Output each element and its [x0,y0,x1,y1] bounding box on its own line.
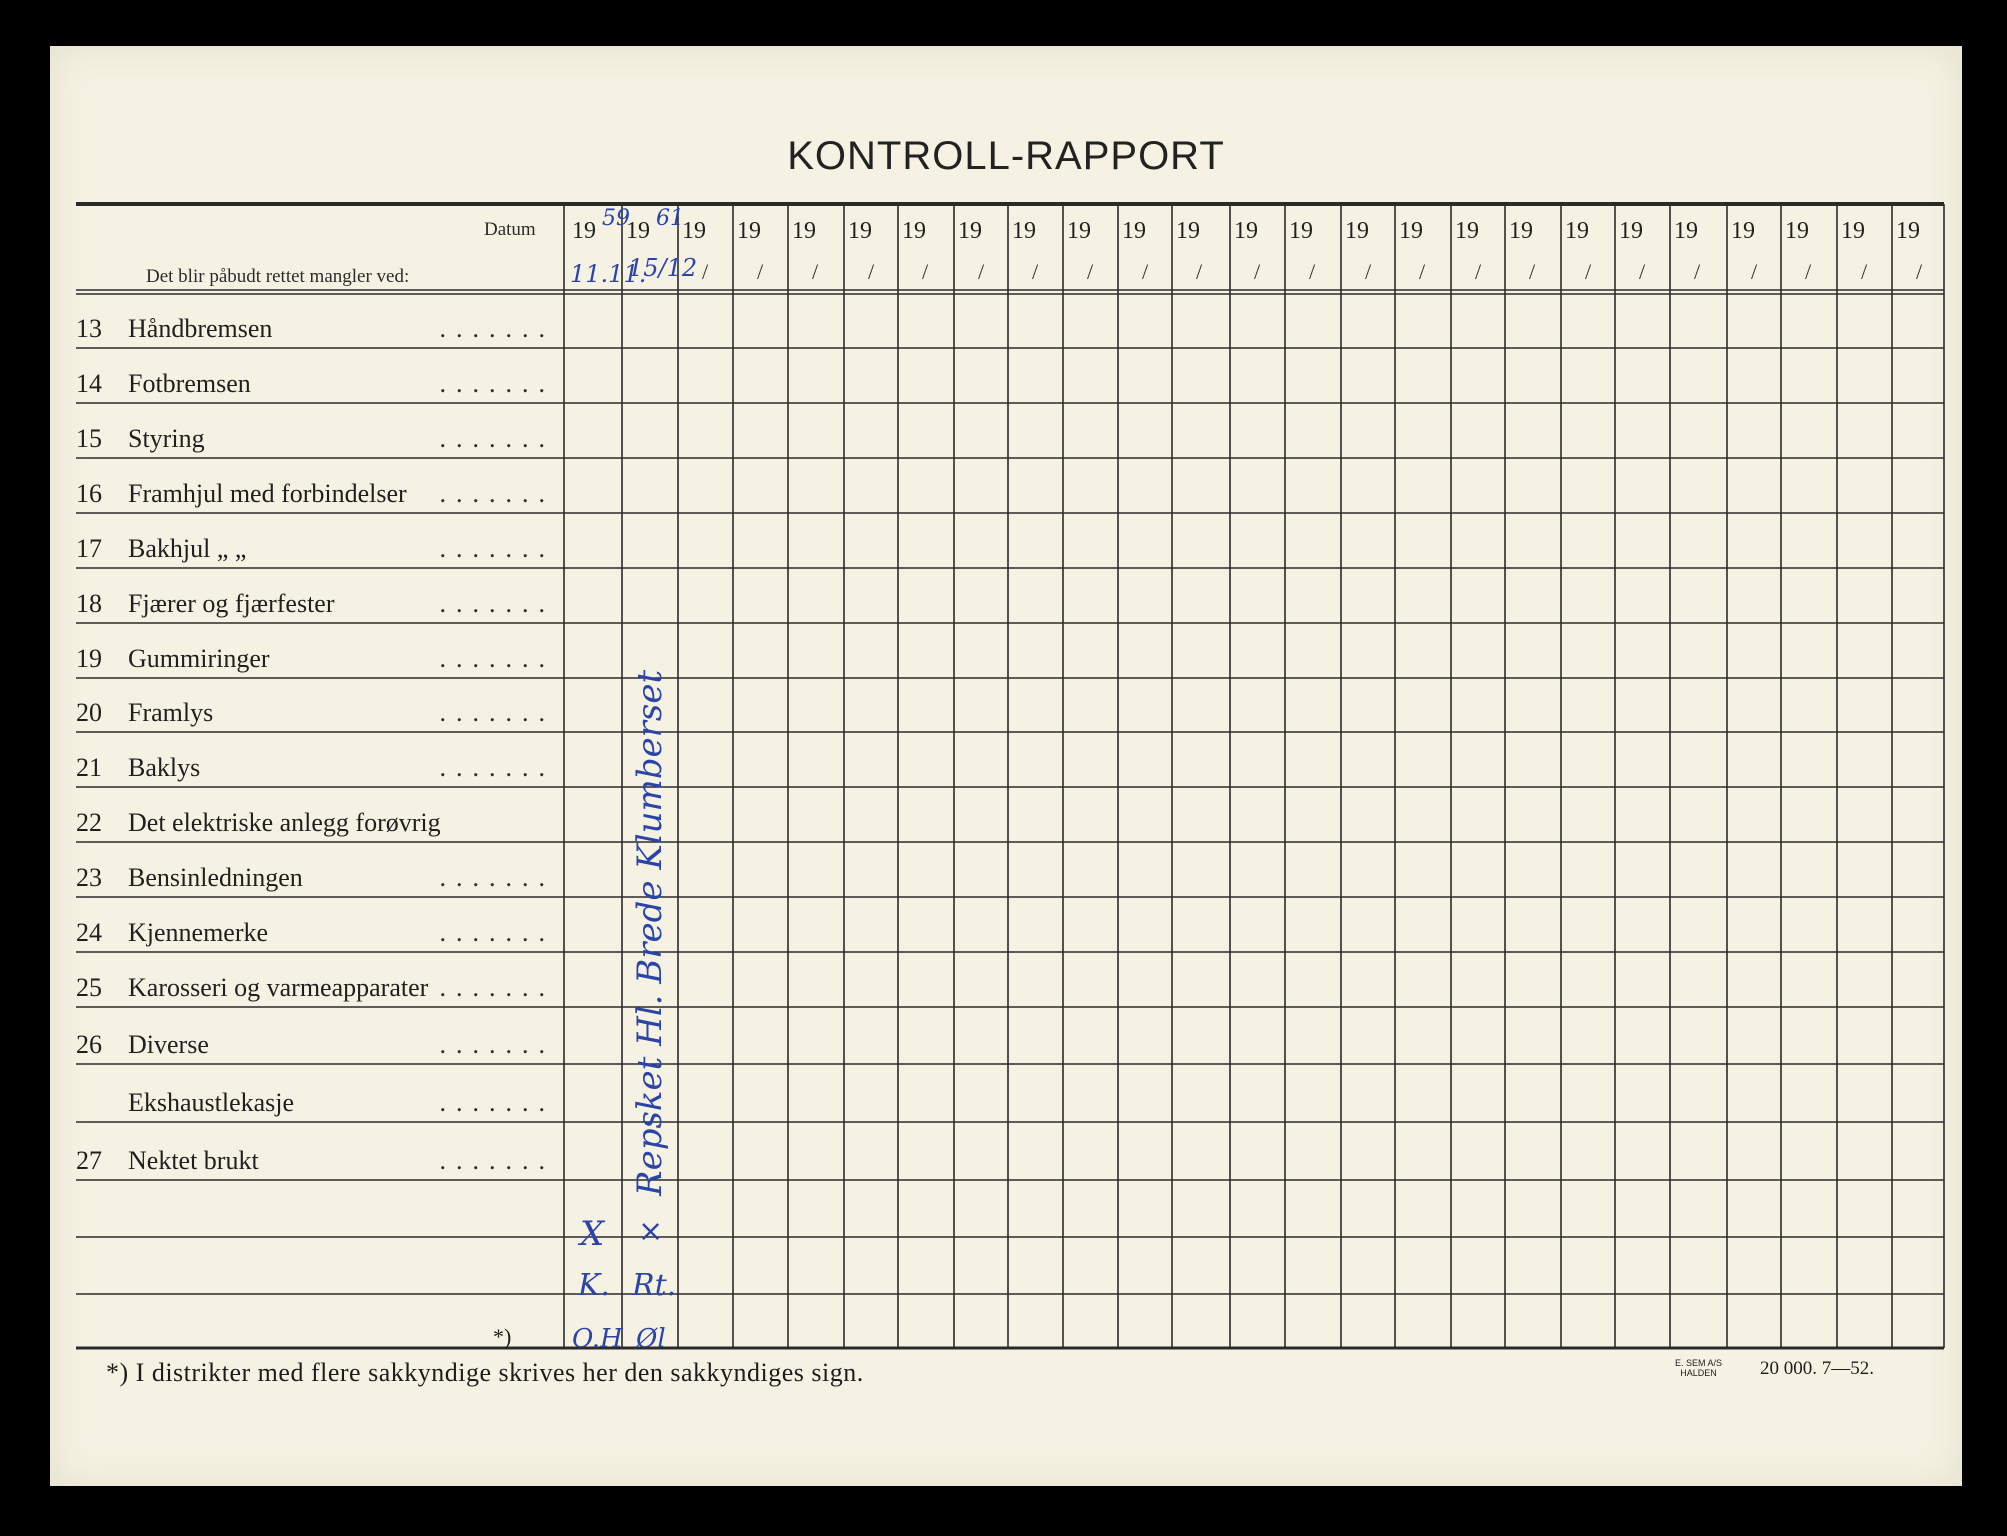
report-grid [50,46,1962,1486]
row-label: Ekshaustlekasje [128,1088,295,1117]
date-slash: / [1585,259,1592,284]
date-slash: / [1916,259,1923,284]
year-prefix: 19 [1731,218,1755,244]
row-label: Gummiringer [128,644,270,673]
row-label: Fotbremsen [128,369,251,398]
date-slash: / [1751,259,1758,284]
leader-dots: ....... [439,644,555,673]
leader-dots: ....... [439,1030,555,1059]
date-slash: / [1254,259,1261,284]
date-slash: / [1475,259,1482,284]
row-number: 16 [76,479,102,508]
print-run: 20 000. 7—52. [1760,1358,1874,1379]
leader-dots: ....... [439,369,555,398]
row-label: Kjennemerke [128,918,269,947]
year-prefix: 19 [737,218,761,244]
row-label: Nektet brukt [128,1146,259,1175]
leader-dots: ....... [439,479,555,508]
row-number: 13 [76,314,102,343]
year-prefix: 19 [1067,218,1091,244]
year-prefix: 19 [848,218,872,244]
date-slash: / [1529,259,1536,284]
leader-dots: ....... [439,698,555,727]
date-slash: / [1805,259,1812,284]
row-number: 27 [76,1146,102,1175]
row-number: 15 [76,424,102,453]
year-prefix: 19 [1565,218,1589,244]
year-prefix: 19 [958,218,982,244]
leader-dots: ....... [439,314,555,343]
row-label: Karosseri og varmeapparater [128,973,429,1002]
handwritten-initials-2: Rt. [632,1268,677,1303]
date-slash: / [757,259,764,284]
date-slash: / [1087,259,1094,284]
row-label: Bensinledningen [128,863,303,892]
leader-dots: ....... [439,534,555,563]
date-slash: / [1365,259,1372,284]
date-slash: / [1309,259,1316,284]
row-number: 14 [76,369,102,398]
year-prefix: 19 [1896,218,1920,244]
year-prefix: 19 [1455,218,1479,244]
leader-dots: ....... [439,589,555,618]
year-prefix: 19 [1122,218,1146,244]
year-prefix: 19 [1841,218,1865,244]
row-number: 17 [76,534,102,563]
printer-line-2: HALDEN [1680,1368,1717,1378]
year-prefix: 19 [1345,218,1369,244]
footnote: *) I distrikter med flere sakkyndige skrives her den sakkyndiges sign. [106,1358,864,1387]
row-label: Fjærer og fjærfester [128,589,335,618]
year-prefix: 19 [626,218,650,244]
handwritten-initials-1: K. [578,1268,610,1303]
date-slash: / [1861,259,1868,284]
year-prefix: 19 [1399,218,1423,244]
row-label: Diverse [128,1030,209,1059]
row-label: Baklys [128,753,201,782]
handwritten-mark-1: X [580,1214,605,1254]
handwritten-sign-2: Øl [636,1324,666,1354]
year-prefix: 19 [1785,218,1809,244]
year-prefix: 19 [1234,218,1258,244]
leader-dots: ....... [439,424,555,453]
printer-mark [1675,1358,1722,1378]
row-label: Det elektriske anlegg forøvrig [128,808,441,837]
signature-marker: *) [493,1324,512,1349]
date-slash: / [1419,259,1426,284]
row-number: 26 [76,1030,102,1059]
date-slash: / [1142,259,1149,284]
leader-dots: ....... [439,1088,555,1117]
year-prefix: 19 [1176,218,1200,244]
row-number: 24 [76,918,102,947]
leader-dots: ....... [439,973,555,1002]
row-label: Styring [128,424,205,453]
handwritten-date-2: 15/12 [628,254,698,282]
row-number: 22 [76,808,102,837]
year-prefix: 19 [682,218,706,244]
row-number: 25 [76,973,102,1002]
handwritten-vertical-note: Repsket Hl. Brede Klumberset [630,669,670,1196]
row-number: 19 [76,644,102,673]
control-report-card [50,46,1962,1486]
handwritten-sign-1: O.H [572,1324,623,1354]
leader-dots: ....... [439,863,555,892]
handwritten-year-1: 59 [602,206,630,231]
row-number: 23 [76,863,102,892]
row-label: Framhjul med forbindelser [128,479,407,508]
page-title: KONTROLL-RAPPORT [787,134,1225,178]
handwritten-date-1: 11.11. [570,260,647,288]
row-number: 18 [76,589,102,618]
row-label: Framlys [128,698,214,727]
handwritten-mark-2: × [638,1214,664,1249]
header-sub-label: Det blir påbudt rettet mangler ved: [146,266,410,287]
date-slash: / [1639,259,1646,284]
year-prefix: 19 [572,218,596,244]
date-slash: / [1196,259,1203,284]
date-slash: / [868,259,875,284]
date-slash: / [702,259,709,284]
leader-dots: ....... [439,1146,555,1175]
printer-line-1: E. SEM A/S [1675,1358,1723,1368]
date-slash: / [1694,259,1701,284]
date-slash: / [1032,259,1039,284]
leader-dots: ....... [439,918,555,947]
date-slash: / [812,259,819,284]
year-prefix: 19 [1674,218,1698,244]
row-number: 20 [76,698,102,727]
row-number: 21 [76,753,102,782]
year-prefix: 19 [902,218,926,244]
year-prefix: 19 [1619,218,1643,244]
leader-dots: ....... [439,753,555,782]
year-prefix: 19 [1012,218,1036,244]
handwritten-year-2: 61 [656,206,684,231]
year-prefix: 19 [1289,218,1313,244]
year-prefix: 19 [792,218,816,244]
date-slash: / [978,259,985,284]
row-label: Bakhjul „ „ [128,534,247,563]
date-slash: / [922,259,929,284]
year-prefix: 19 [1509,218,1533,244]
row-label: Håndbremsen [128,314,273,343]
datum-label: Datum [484,219,536,240]
